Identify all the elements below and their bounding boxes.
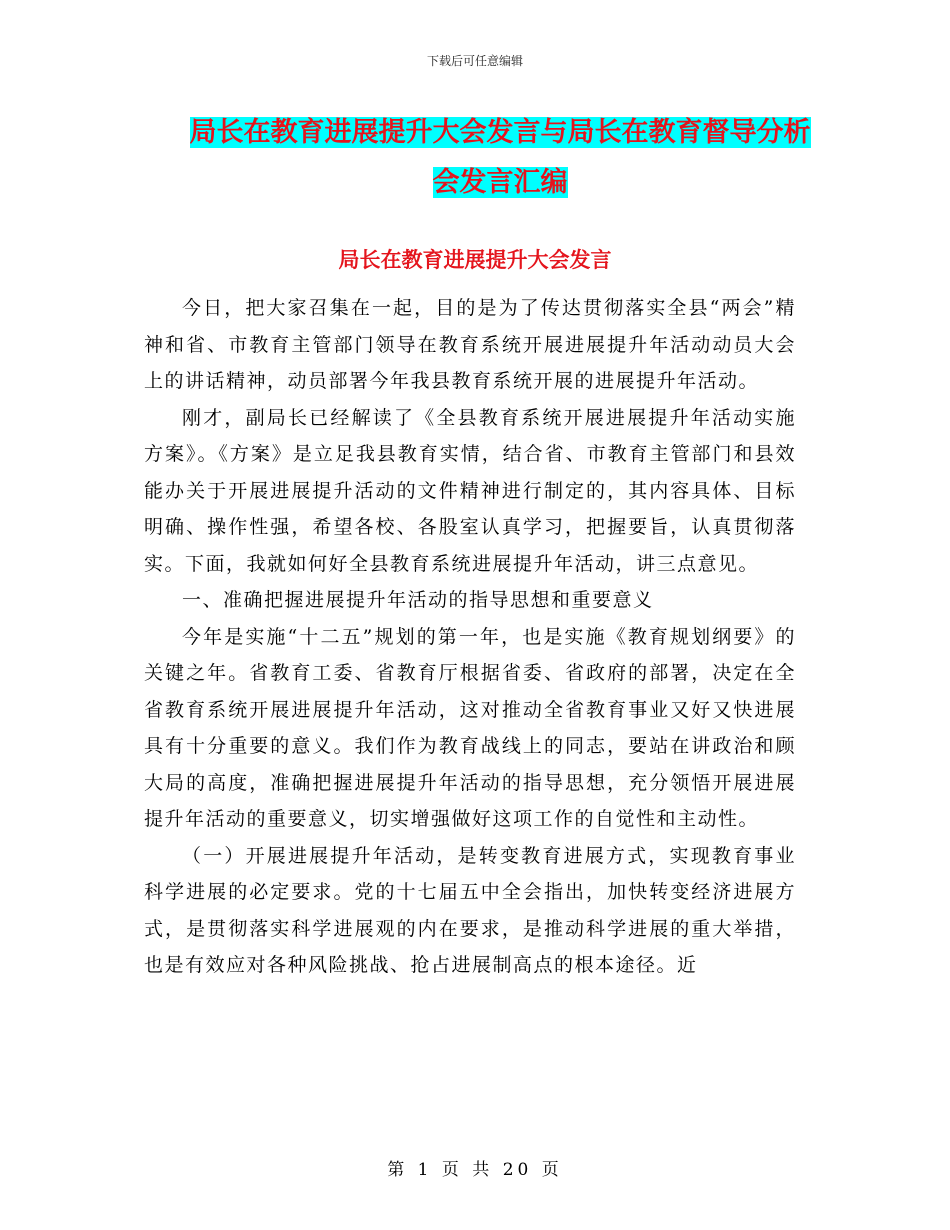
page-header-note: 下载后可任意编辑: [426, 54, 523, 68]
paragraph: 今年是实施“十二五”规划的第一年，也是实施《教育规划纲要》的关键之年。省教育工委、省教育厅根据省委、省政府的部署，决定在全省教育系统开展进展提升年活动，这对推动全省教育事业又好又快进展具有十分重要的意义。我们作为教育战线上的同志，要站在讲政治和顾大局的高度，准确把握进展提升年活动的指导思想，充分领悟开展进展提升年活动的重要意义，切实增强做好这项工作的自觉性和主动性。: [144, 625, 796, 830]
page-number: 第 1 页 共 20 页: [387, 1160, 563, 1180]
document-title: [150, 108, 850, 208]
paragraph: （一）开展进展提升年活动，是转变教育进展方式，实现教育事业科学进展的必定要求。党的十七届五中全会指出，加快转变经济进展方式，是贯彻落实科学进展观的内在要求，是推动科学进展的重大举措，也是有效应对各种风险挑战、抢占进展制高点的根本途径。近: [144, 844, 796, 976]
paragraph: 今日，把大家召集在一起，目的是为了传达贯彻落实全县“两会”精神和省、市教育主管部门领导在教育系统开展进展提升年活动动员大会上的讲话精神，动员部署今年我县教育系统开展的进展提升年活动。: [144, 297, 796, 392]
title-line-1: 局长在教育进展提升大会发言与局长在教育督导分析: [189, 117, 811, 148]
title-line-2: 会发言汇编: [432, 167, 568, 198]
section-title: 局长在教育进展提升大会发言: [338, 248, 612, 272]
paragraph: 一、准确把握进展提升年活动的指导思想和重要意义: [182, 589, 654, 611]
paragraph: 刚才，副局长已经解读了《全县教育系统开展进展提升年活动实施方案》。《方案》是立足我县教育实情，结合省、市教育主管部门和县效能办关于开展进展提升活动的文件精神进行制定的，其内容具体、目标明确、操作性强，希望各校、各股室认真学习，把握要旨，认真贯彻落实。下面，我就如何好全县教育系统进展提升年活动，讲三点意见。: [144, 406, 796, 575]
document-body: [144, 290, 796, 984]
